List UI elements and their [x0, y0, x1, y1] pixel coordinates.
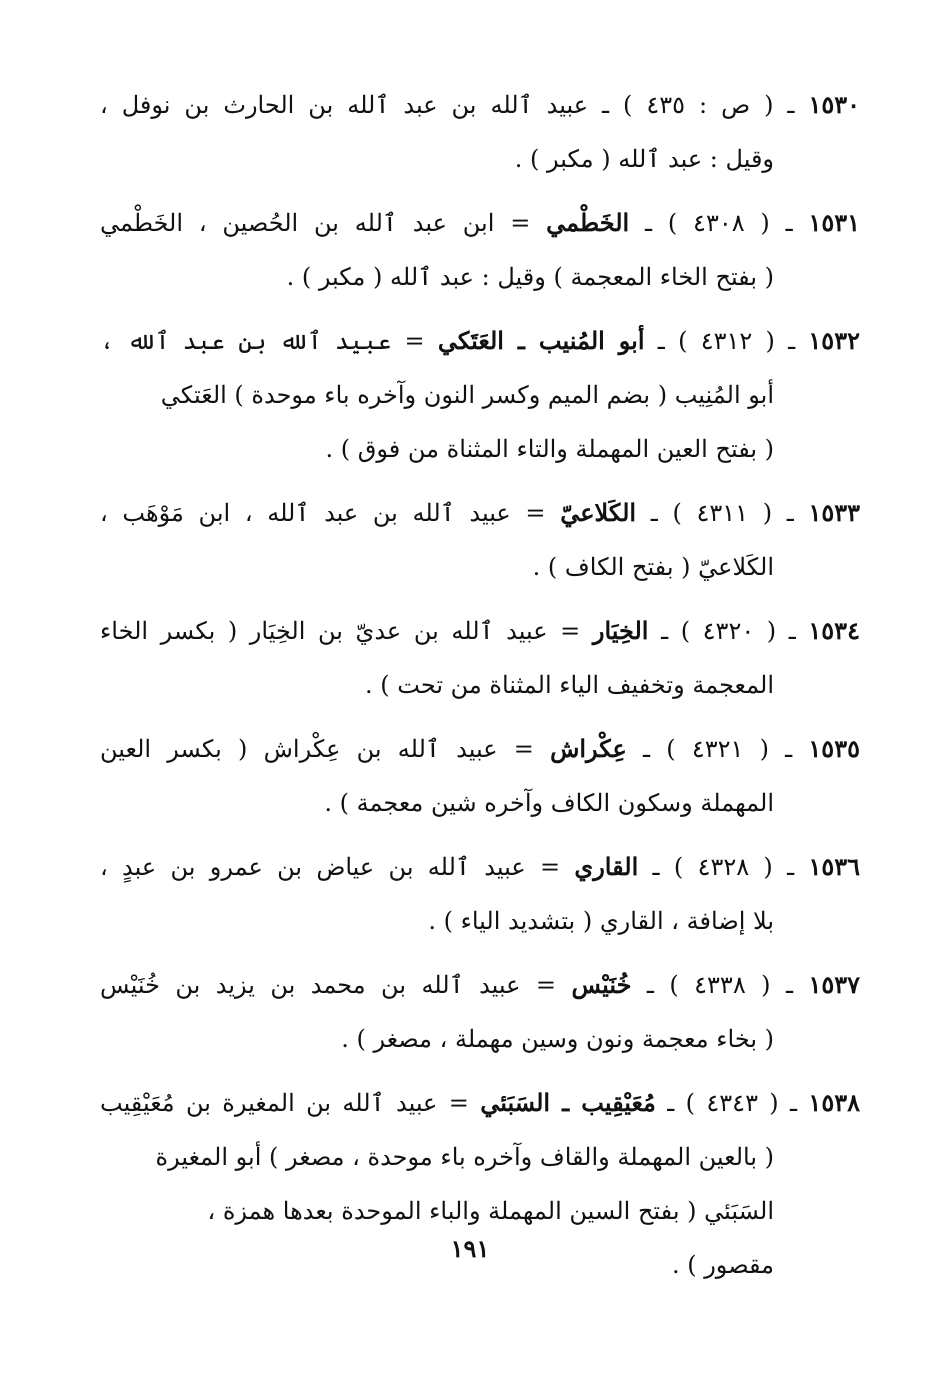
entry-first-line — [100, 958, 860, 1012]
entry-continuation-line: مقصور ) . — [671, 1251, 774, 1279]
entry-reference: ـ ( ٤٣٢٨ ) ـ — [652, 853, 795, 881]
entry — [100, 196, 860, 304]
entry-reference: ـ ( ٤٣٢١ ) ـ — [643, 735, 793, 763]
entry-reference: ـ ( ص : ٤٣٥ ) ـ — [602, 91, 795, 119]
entry-continuation-line: ( بخاء معجمة ونون وسين مهملة ، مصغر ) . — [341, 1025, 774, 1053]
entry — [100, 840, 860, 948]
entry-number: ١٥٣٤ — [808, 616, 860, 645]
entry-number: ١٥٣٥ — [808, 734, 860, 763]
entry-number: ١٥٣١ — [808, 208, 860, 237]
entry-number: ١٥٣٧ — [808, 970, 860, 999]
entry-continuation-line: ( بفتح العين المهملة والتاء المثناة من فوق ) . — [325, 435, 774, 463]
entry-heading: عِكْراش — [550, 734, 627, 763]
entry-text: = عبيد ٱلله بن عِكْراش ( بكسر العين — [100, 735, 534, 763]
entry-text: = عبيد ٱلله بن عبد ٱلله ، ابن مَوْهَب ، — [100, 499, 546, 527]
entry-continuation-line: الكَلاعيّ ( بفتح الكاف ) . — [532, 553, 774, 581]
entry-continuation-line: المعجمة وتخفيف الياء المثناة من تحت ) . — [365, 671, 774, 699]
entry-reference: ـ ( ٤٣١١ ) ـ — [650, 499, 794, 527]
entry — [100, 722, 860, 830]
entry-number: ١٥٣٨ — [808, 1088, 860, 1117]
entry-text: = ابن عبد ٱلله بن الحُصين ، الخَطْمي — [100, 209, 531, 237]
entry-continuation-line: بلا إضافة ، القاري ( بتشديد الياء ) . — [428, 907, 774, 935]
entry-first-line — [100, 604, 860, 658]
entry-reference: ـ ( ٤٣٢٠ ) ـ — [661, 617, 796, 645]
entry-continuation-line: وقيل : عبد ٱلله ( مكبر ) . — [514, 145, 774, 173]
entry-first-line — [100, 78, 860, 132]
entry-first-line — [100, 1076, 860, 1130]
entry-reference: ـ ( ٤٣١٢ ) ـ — [657, 327, 796, 355]
entry-continuation-line: ( بفتح الخاء المعجمة ) وقيل : عبد ٱلله ( مكبر ) . — [286, 263, 774, 291]
entry-heading: الكَلاعيّ — [560, 498, 637, 527]
entry — [100, 958, 860, 1066]
entry-heading: القاري — [574, 852, 639, 881]
entry — [100, 78, 860, 186]
page-number: ١٩١ — [450, 1234, 490, 1263]
entry-text: عبيد ٱلله بن عبد ٱلله بن الحارث بن نوفل ، — [100, 91, 589, 119]
entry-continuation-line: السَبَئي ( بفتح السين المهملة والباء الموحدة بعدها همزة ، — [207, 1197, 774, 1225]
entry — [100, 314, 860, 476]
entries-list — [100, 78, 860, 1302]
entry — [100, 604, 860, 712]
entry-heading: خُنَيْس — [571, 970, 632, 999]
entry-reference: ـ ( ٤٣٤٣ ) ـ — [667, 1089, 798, 1117]
entry-text: = عبيد ٱلله بن عياض بن عمرو بن عبدٍ ، — [100, 853, 561, 881]
entry-text: = عبيد ٱلله بن عديّ بن الخِيَار ( بكسر الخاء — [100, 617, 581, 645]
entry-continuation-line: ( بالعين المهملة والقاف وآخره باء موحدة ، مصغر ) أبو المغيرة — [155, 1143, 774, 1171]
entry-text: = عبيد ٱلله بن المغيرة بن مُعَيْقِيب — [100, 1089, 469, 1117]
entry-text: = عبيد ٱلله بن عبد ٱلله ، — [100, 327, 425, 355]
entry-first-line — [100, 314, 860, 368]
entry-first-line — [100, 722, 860, 776]
entry-text: = عبيد ٱلله بن محمد بن يزيد بن خُنَيْس — [100, 971, 557, 999]
entry-number: ١٥٣٣ — [808, 498, 860, 527]
entry-heading: أبو المُنيب ـ العَتَكي — [437, 326, 645, 355]
entry-continuation-line: أبو المُنِيب ( بضم الميم وكسر النون وآخره باء موحدة ) العَتكي — [160, 381, 774, 409]
entry-first-line — [100, 486, 860, 540]
entry-first-line — [100, 840, 860, 894]
entry-reference: ـ ( ٤٣٣٨ ) ـ — [646, 971, 793, 999]
entry-number: ١٥٣٢ — [808, 326, 860, 355]
entry-first-line — [100, 196, 860, 250]
entry-heading: الخِيَار — [592, 616, 649, 645]
entry-heading: مُعَيْقِيب ـ السَبَئي — [480, 1088, 656, 1117]
entry-continuation-line: المهملة وسكون الكاف وآخره شين معجمة ) . — [324, 789, 774, 817]
entry-number: ١٥٣٠ — [808, 90, 860, 119]
entry — [100, 486, 860, 594]
entry-reference: ـ ( ٤٣٠٨ ) ـ — [645, 209, 793, 237]
entry-number: ١٥٣٦ — [808, 852, 860, 881]
entry-heading: الخَطْمي — [546, 208, 630, 237]
